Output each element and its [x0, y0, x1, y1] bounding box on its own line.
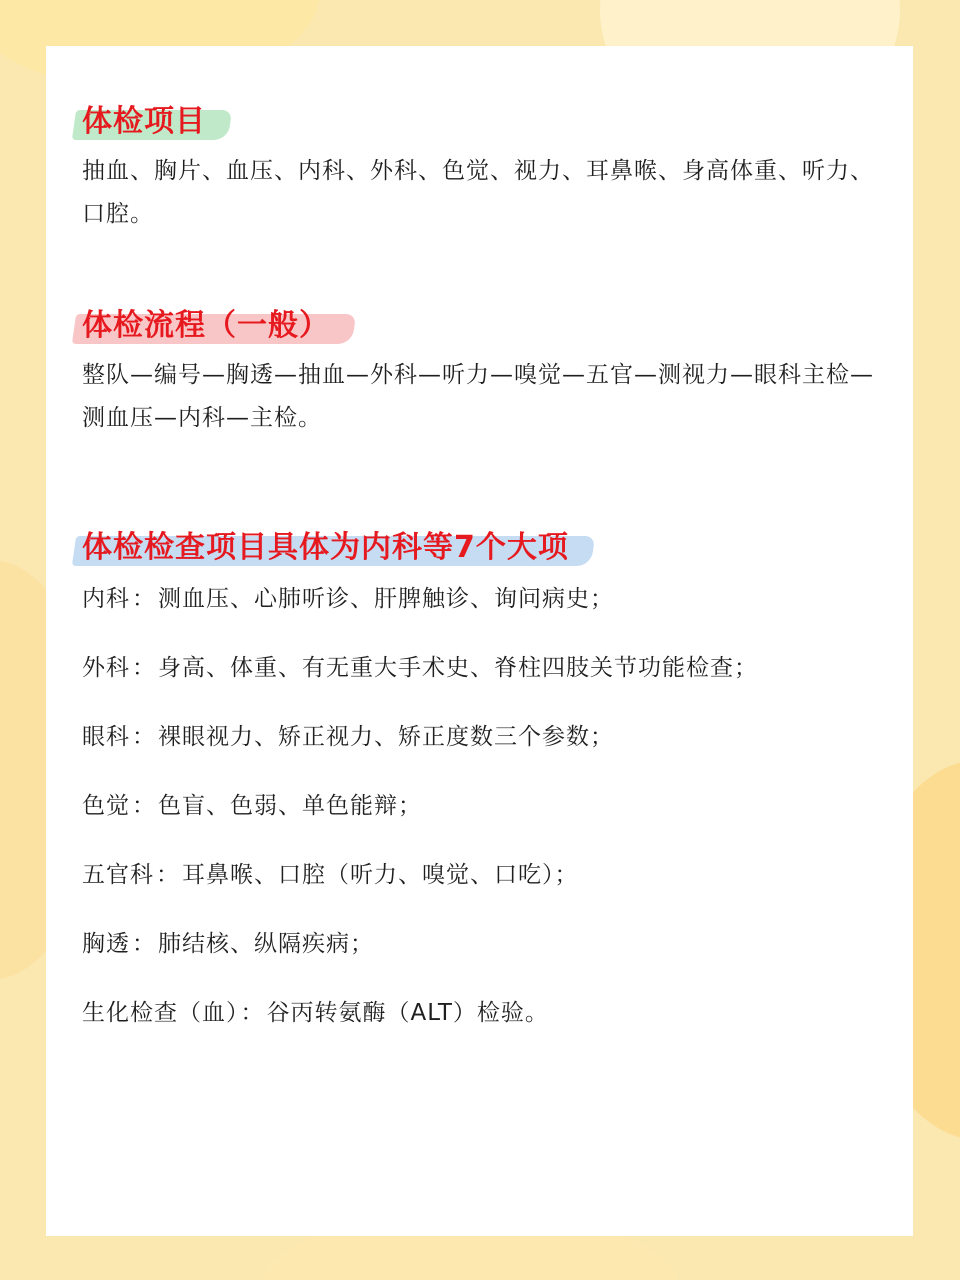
exam-detail-colon: ：: [132, 793, 156, 819]
exam-detail-label: 五官科: [82, 862, 154, 888]
exam-detail-text: 谷丙转氨酶（ALT）检验。: [266, 1000, 549, 1026]
exam-detail-label: 外科: [82, 655, 130, 681]
content-card: [46, 46, 913, 1236]
exam-detail-label: 内科: [82, 586, 130, 612]
exam-detail-colon: ：: [132, 931, 156, 957]
exam-detail-text: 裸眼视力、矫正视力、矫正度数三个参数；: [158, 724, 614, 750]
section-heading-exam-process: [82, 308, 330, 344]
section-heading-text: 体检检查项目具体为内科等7个大项: [82, 530, 569, 565]
exam-detail-item: [82, 998, 549, 1028]
section-heading-text: 体检流程（一般）: [82, 308, 330, 343]
section-paragraph-exam-items: 抽血、胸片、血压、内科、外科、色觉、视力、耳鼻喉、身高体重、听力、口腔。: [82, 158, 874, 227]
exam-detail-colon: ：: [132, 724, 156, 750]
section-paragraph-exam-process: 整队—编号—胸透—抽血—外科—听力—嗅觉—五官—测视力—眼科主检—测血压—内科—主检。: [82, 362, 874, 431]
exam-detail-label: 生化检查（血）: [82, 1000, 239, 1026]
exam-detail-item: [82, 584, 614, 614]
exam-detail-text: 耳鼻喉、口腔（听力、嗅觉、口吃）；: [182, 862, 579, 888]
exam-detail-item: [82, 860, 579, 890]
exam-detail-colon: ：: [132, 655, 156, 681]
exam-detail-item: [82, 929, 374, 959]
section-heading-exam-items: [82, 104, 206, 140]
exam-detail-text: 肺结核、纵隔疾病；: [158, 931, 374, 957]
exam-detail-text: 测血压、心肺听诊、肝脾触诊、询问病史；: [158, 586, 614, 612]
exam-detail-label: 眼科: [82, 724, 130, 750]
exam-detail-item: [82, 791, 422, 821]
exam-detail-colon: ：: [132, 586, 156, 612]
exam-detail-colon: ：: [240, 1000, 265, 1026]
exam-detail-label: 色觉: [82, 793, 130, 819]
exam-detail-text: 色盲、色弱、单色能辩；: [158, 793, 422, 819]
exam-detail-text: 身高、体重、有无重大手术史、脊柱四肢关节功能检查；: [158, 655, 758, 681]
section-heading-exam-details: [82, 530, 569, 566]
exam-detail-item: [82, 722, 614, 752]
exam-detail-colon: ：: [156, 862, 180, 888]
section-heading-text: 体检项目: [82, 104, 206, 139]
exam-detail-item: [82, 653, 758, 683]
exam-detail-label: 胸透: [82, 931, 130, 957]
